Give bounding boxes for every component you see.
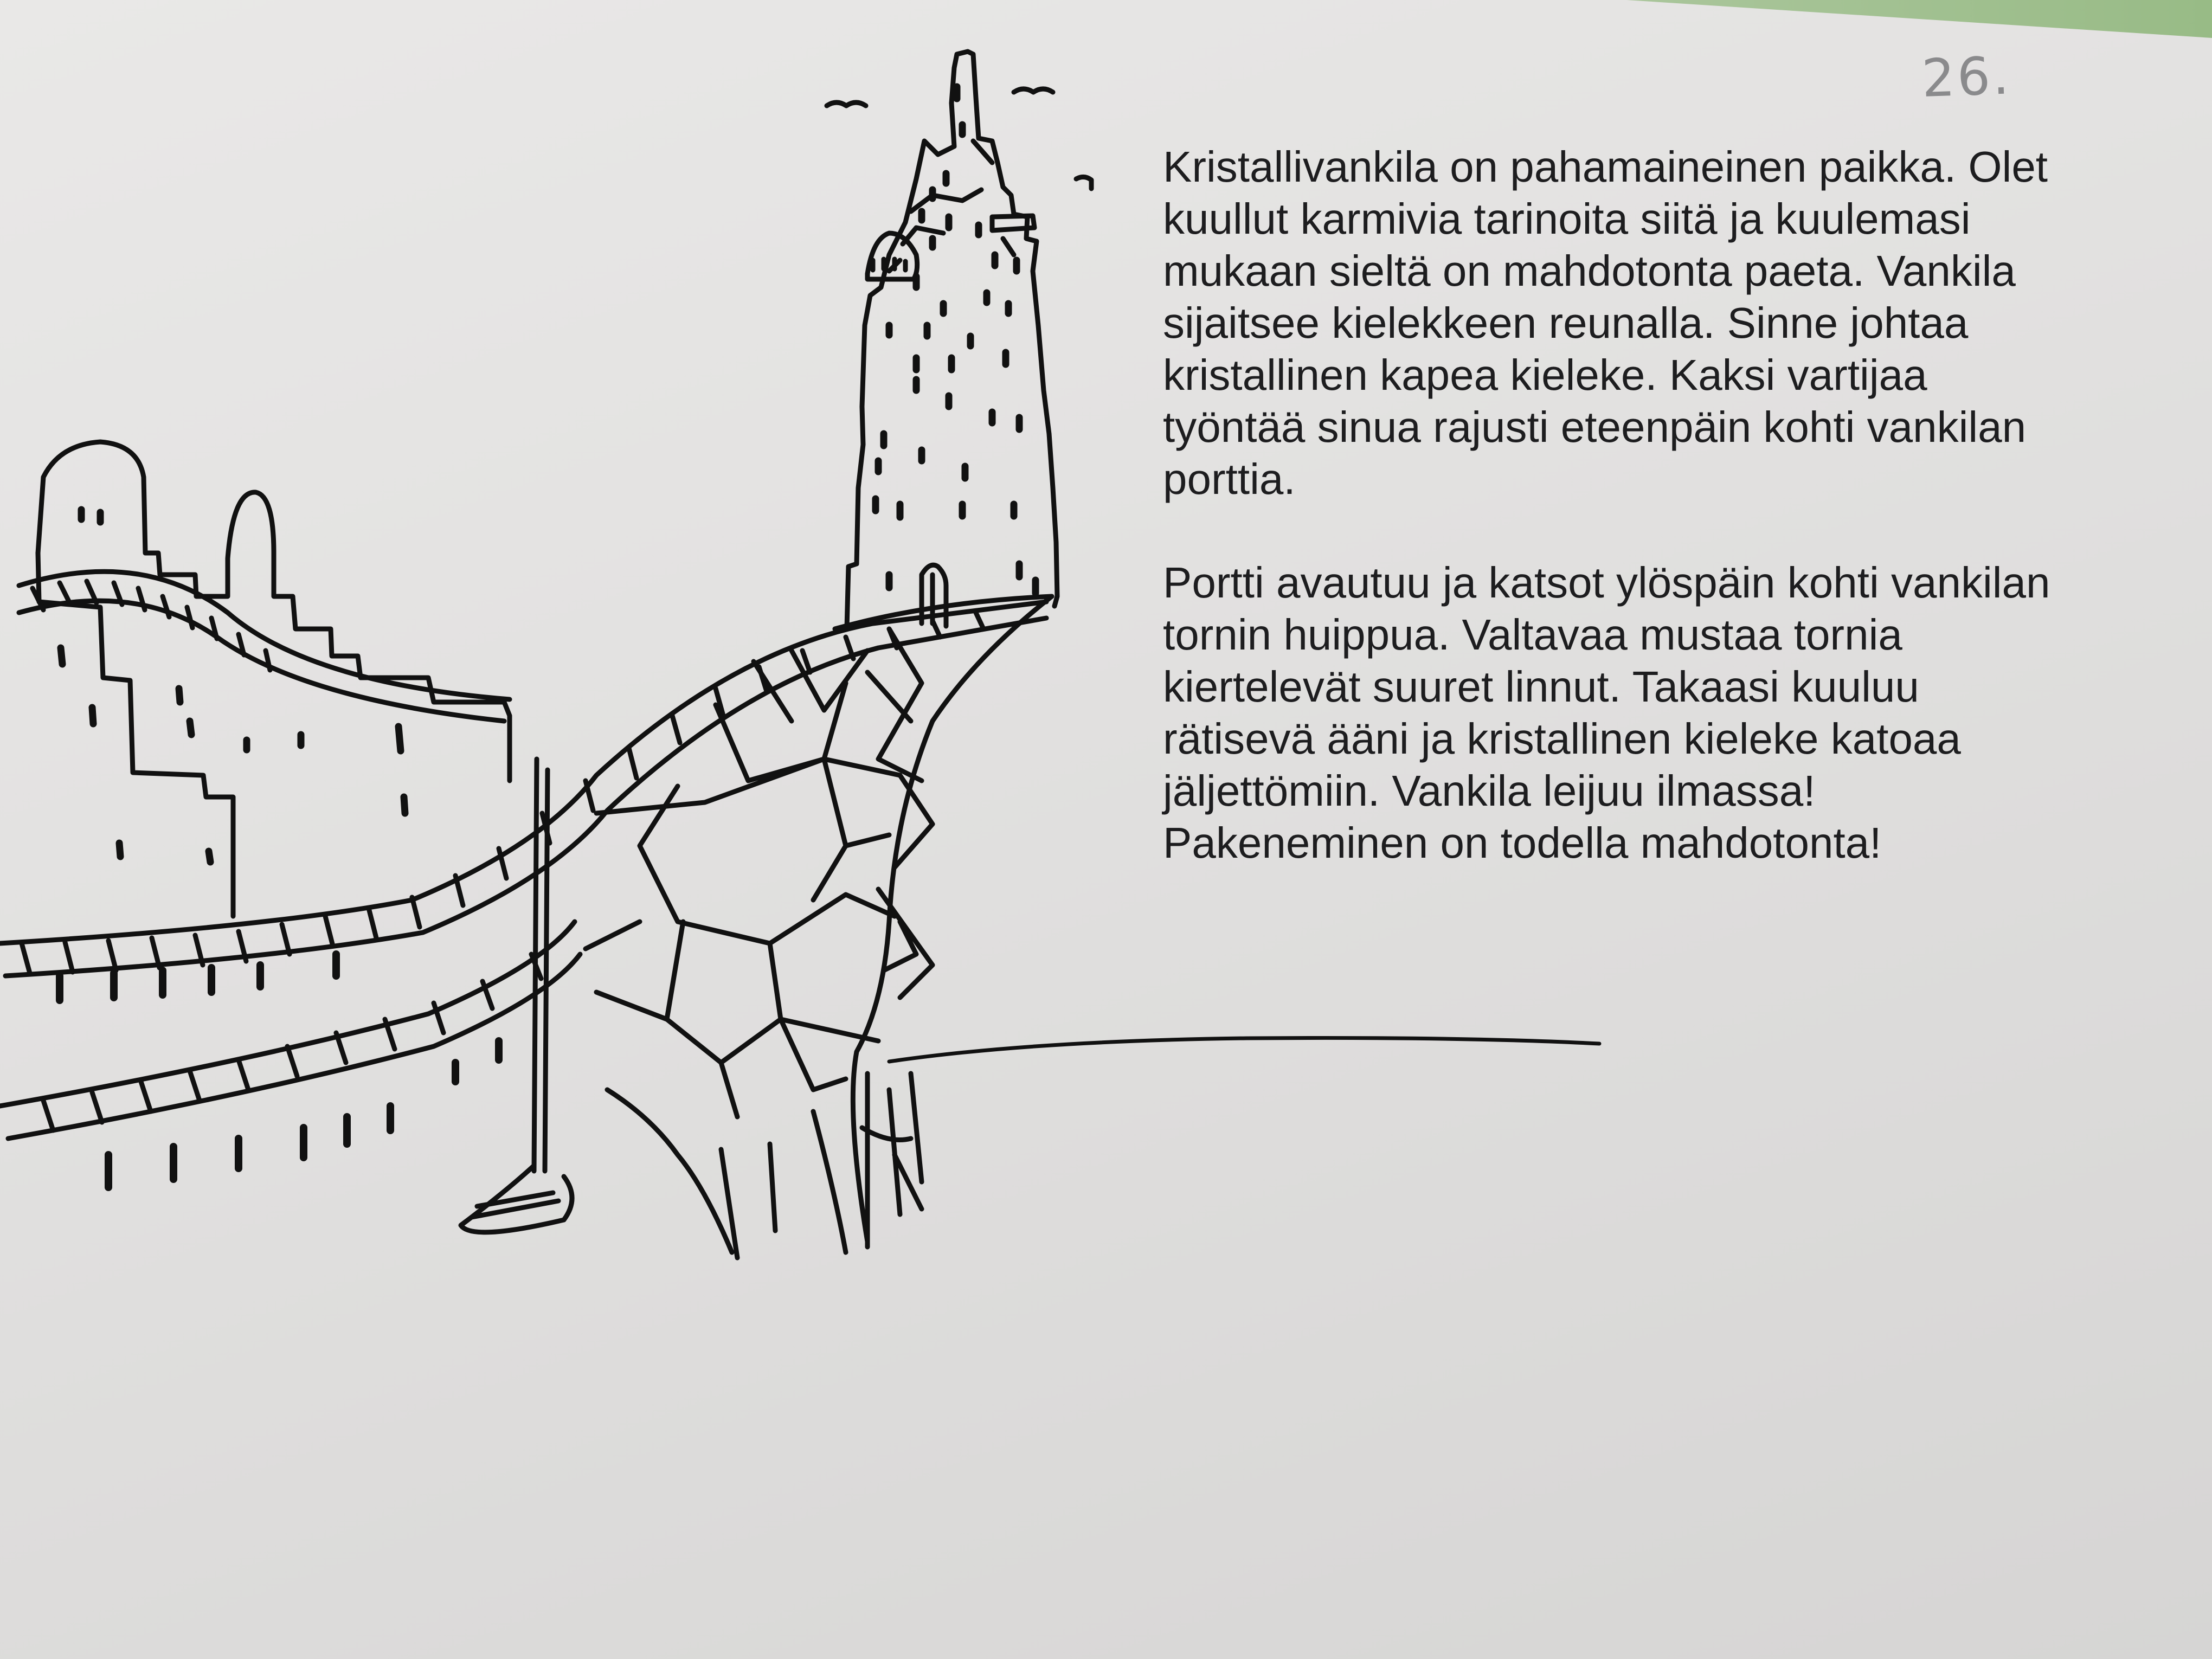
cliff-ledge-line [889, 1038, 1599, 1062]
bridge-hanging-ropes [60, 954, 499, 1187]
bird-right [1014, 89, 1053, 92]
bridge-support-post [534, 759, 548, 1171]
castle-outline [38, 442, 510, 781]
birds [827, 89, 1091, 189]
story-text [1163, 141, 2128, 869]
castle-terrace-hatching [33, 581, 270, 670]
story-paragraph-1: Kristallivankila on pahamaineinen paikka. Olet kuullut karmivia tarinoita siitä ja kuulemasi mukaan sieltä on mahdotonta paeta. Vankila sijaitsee kielekkeen reunalla. Sinne johtaa kristallinen kapea kieleke. Kaksi vartijaa työntää sinua rajusti eteenpäin kohti vankilan porttia. [1163, 143, 2048, 503]
dangling-rope-ladder [461, 1166, 572, 1232]
castle-left-wall [38, 553, 233, 916]
bird-left [827, 102, 866, 106]
prison-tower [847, 52, 1057, 628]
bird-small [1076, 177, 1091, 189]
cliff-base-spikes [607, 1073, 922, 1258]
tower-windows [876, 87, 1036, 593]
cliff-crystals [586, 629, 933, 1117]
page-number: 26. [1920, 45, 2012, 109]
tower-outline [847, 52, 1057, 628]
castle [19, 442, 510, 916]
tower-dome-turret [867, 233, 917, 279]
story-paragraph-2: Portti avautuu ja katsot ylöspäin kohti vankilan tornin huippua. Valtavaa mustaa tornia kiertelevät suuret linnut. Takaasi kuuluu rätisevä ääni ja kristallinen kieleke katoaa jäljettömiin. Vankila leijuu ilmassa! Pakeneminen on todella mahdotonta! [1163, 558, 2050, 867]
